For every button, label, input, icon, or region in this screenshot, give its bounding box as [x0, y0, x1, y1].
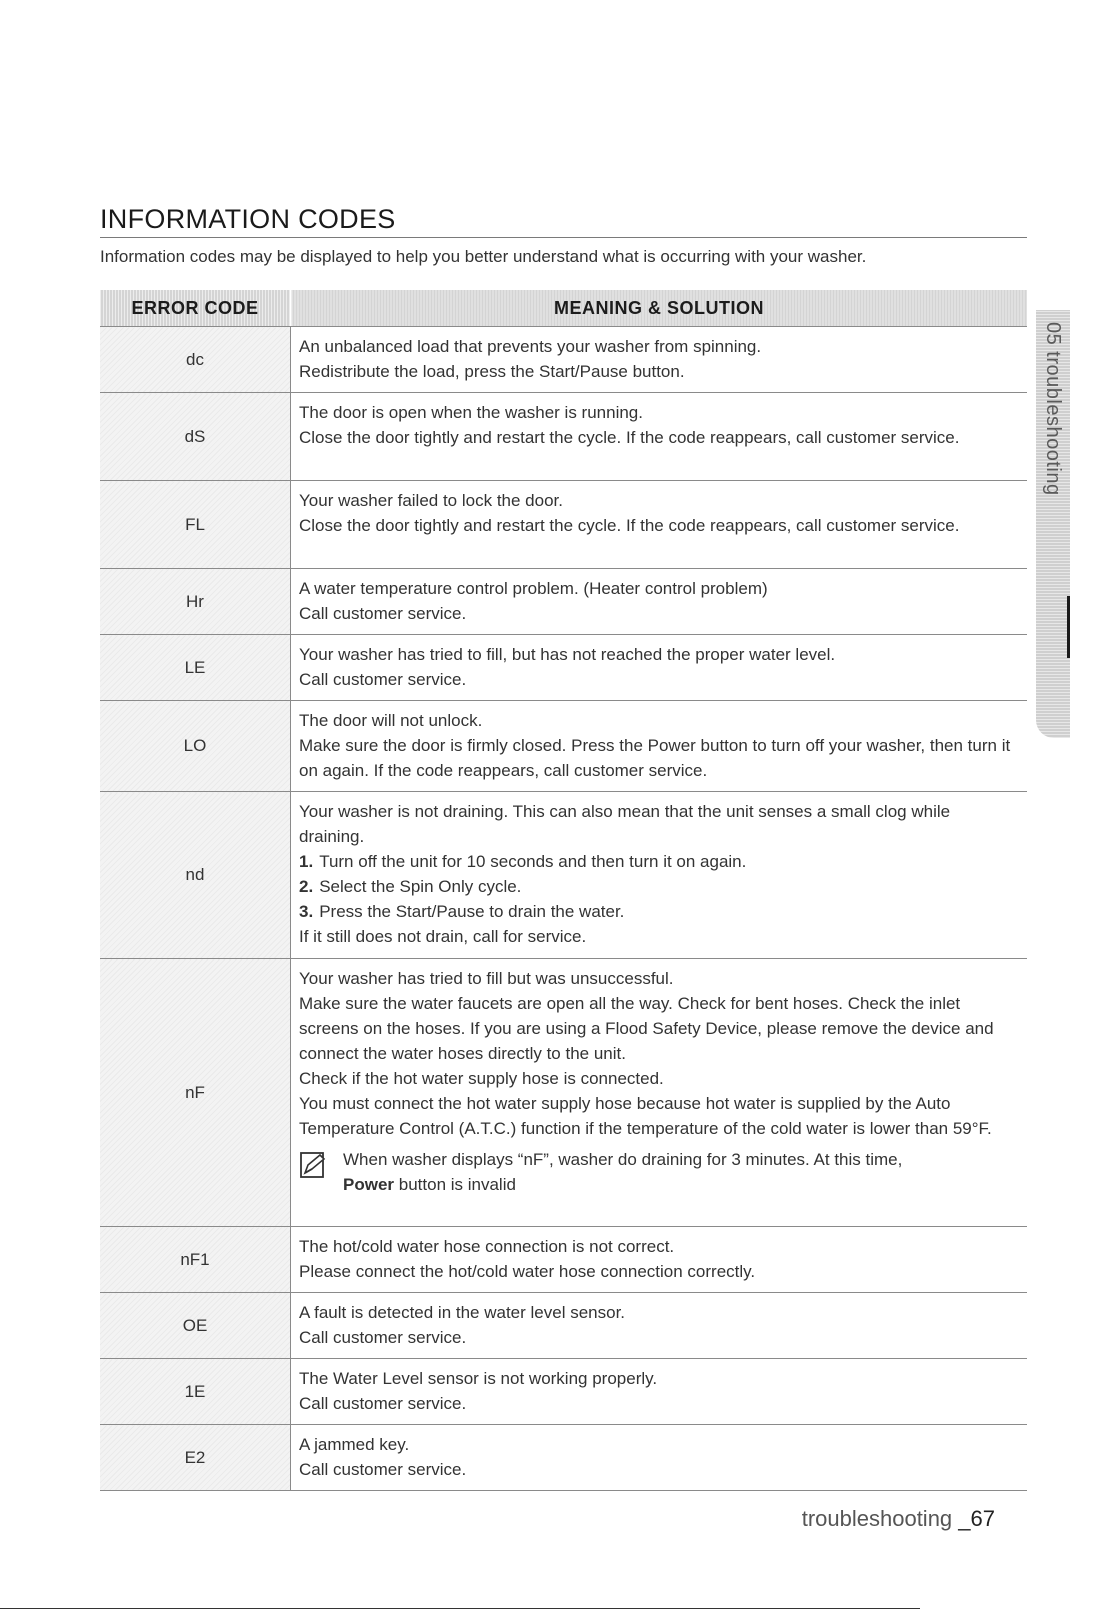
error-code: E2 — [100, 1425, 291, 1491]
description-line: Your washer is not draining. This can also mean that the unit senses a small clog while draining. — [299, 802, 951, 846]
note-line: When washer displays “nF”, washer do draining for 3 minutes. At this time, — [343, 1150, 903, 1169]
title-rule — [100, 237, 1027, 238]
table-row — [100, 569, 1027, 635]
error-code: Hr — [100, 569, 291, 635]
table-row — [100, 481, 1027, 569]
description-line: If it still does not drain, call for service. — [299, 927, 587, 946]
step-number: 2. — [299, 877, 314, 896]
header-error-code: ERROR CODE — [100, 290, 291, 327]
table-row — [100, 393, 1027, 481]
table-row — [100, 327, 1027, 393]
table-row — [100, 1425, 1027, 1491]
intro-text: Information codes may be displayed to help you better understand what is occurring with your washer. — [100, 247, 867, 266]
description-line: A fault is detected in the water level sensor. — [299, 1303, 626, 1322]
page-footer — [802, 1506, 995, 1532]
description-line: Call customer service. — [299, 1394, 467, 1413]
description-line: Your washer has tried to fill, but has not reached the proper water level. — [299, 645, 836, 664]
description-line: Make sure the water faucets are open all the way. Check for bent hoses. Check the inlet screens on the hoses. If you are using a Flood Safety Device, please remove the device and connect the water hoses directly to the unit. — [299, 994, 994, 1063]
power-label: Power — [343, 1175, 395, 1194]
step-text: Press the Start/Pause to drain the water. — [319, 902, 625, 921]
chapter-side-tab-label: 05 troubleshooting — [1042, 322, 1064, 496]
error-code: dS — [100, 393, 291, 481]
step-item — [299, 899, 1019, 924]
table-row — [100, 1227, 1027, 1293]
information-codes-table — [100, 290, 1027, 1491]
meaning-solution — [291, 701, 1028, 792]
meaning-solution — [291, 393, 1028, 481]
table-header-row — [100, 290, 1027, 327]
description-line: Call customer service. — [299, 1460, 467, 1479]
note-icon — [299, 1151, 329, 1181]
meaning-solution — [291, 1293, 1028, 1359]
description-line: Redistribute the load, press the Start/Pause button. — [299, 362, 685, 381]
meaning-solution — [291, 1425, 1028, 1491]
step-text: Select the Spin Only cycle. — [319, 877, 522, 896]
step-text: Turn off the unit for 10 seconds and then turn it on again. — [319, 852, 747, 871]
description-line: Call customer service. — [299, 1328, 467, 1347]
description-line: The door will not unlock. — [299, 711, 483, 730]
description-line: The Water Level sensor is not working properly. — [299, 1369, 658, 1388]
description-line: Call customer service. — [299, 670, 467, 689]
step-item — [299, 874, 1019, 899]
page-number: _67 — [958, 1506, 995, 1531]
description-line: Check if the hot water supply hose is connected. — [299, 1069, 664, 1088]
description-line: The door is open when the washer is running. — [299, 403, 643, 422]
footer-section: troubleshooting — [801, 1506, 959, 1531]
table-row — [100, 635, 1027, 701]
table-row — [100, 792, 1027, 959]
table-row — [100, 701, 1027, 792]
error-code: OE — [100, 1293, 291, 1359]
error-code: LO — [100, 701, 291, 792]
description-line: Please connect the hot/cold water hose connection correctly. — [299, 1262, 756, 1281]
description-line: Call customer service. — [299, 604, 467, 623]
bottom-rule — [0, 1608, 920, 1609]
error-code: LE — [100, 635, 291, 701]
table-row — [100, 1359, 1027, 1425]
note-rest: button is invalid — [394, 1175, 516, 1194]
note-line — [343, 1172, 1019, 1197]
meaning-solution — [291, 1359, 1028, 1425]
error-code: dc — [100, 327, 291, 393]
header-meaning-solution: MEANING & SOLUTION — [291, 290, 1028, 327]
table-body — [100, 327, 1027, 1491]
description-line: A jammed key. — [299, 1435, 410, 1454]
description-line: Close the door tightly and restart the cycle. If the code reappears, call customer service. — [299, 428, 960, 447]
error-code: 1E — [100, 1359, 291, 1425]
error-code: nF — [100, 959, 291, 1227]
chapter-marker-bar — [1067, 596, 1070, 658]
error-code: nd — [100, 792, 291, 959]
description-line: Your washer failed to lock the door. — [299, 491, 563, 510]
description-line: An unbalanced load that prevents your washer from spinning. — [299, 337, 762, 356]
step-number: 1. — [299, 852, 314, 871]
meaning-solution — [291, 569, 1028, 635]
page-title: INFORMATION CODES — [100, 204, 396, 234]
error-code: FL — [100, 481, 291, 569]
description-line: Your washer has tried to fill but was unsuccessful. — [299, 969, 674, 988]
description-line: Close the door tightly and restart the cycle. If the code reappears, call customer service. — [299, 516, 960, 535]
meaning-solution — [291, 1227, 1028, 1293]
table-row — [100, 1293, 1027, 1359]
description-line: Make sure the door is firmly closed. Press the Power button to turn off your washer, then turn it on again. If the code reappears, call customer service. — [299, 736, 1011, 780]
step-number: 3. — [299, 902, 314, 921]
meaning-solution — [291, 635, 1028, 701]
meaning-solution — [291, 959, 1028, 1227]
description-line: The hot/cold water hose connection is not correct. — [299, 1237, 675, 1256]
step-item — [299, 849, 1019, 874]
meaning-solution — [291, 792, 1028, 959]
meaning-solution — [291, 481, 1028, 569]
description-line: You must connect the hot water supply hose because hot water is supplied by the Auto Temperature Control (A.T.C.) function if the temperature of the cold water is lower than 59°F. — [299, 1094, 992, 1138]
error-code: nF1 — [100, 1227, 291, 1293]
meaning-solution — [291, 327, 1028, 393]
description-line: A water temperature control problem. (Heater control problem) — [299, 579, 768, 598]
table-row — [100, 959, 1027, 1227]
note-box — [299, 1147, 1019, 1197]
